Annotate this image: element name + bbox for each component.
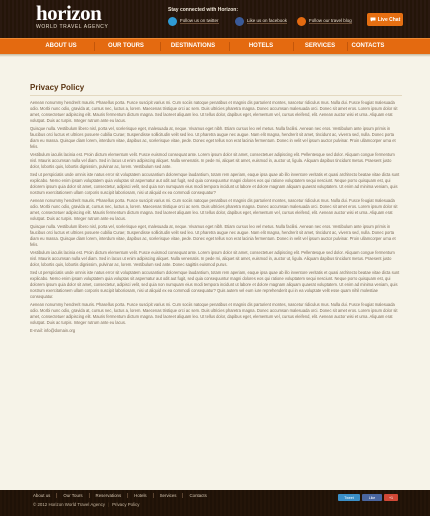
policy-paragraph: Vestibulum iaculis lacinia est. Proin dictum elementum velit. Fusce euismod consequat ante. Lorem ipsum dolor sit amet, consectetuer adipiscing elit. Pellentesque sed dolor. Aliquam congue fermentum nisl. Mauris accumsan nulla vel diam. Sed in lacus ut enim adipiscing aliquet. Nulla venenatis. In pede mi, aliquet sit amet, euismod in, auctor ut, ligula. Aliquam dapibus tincidunt metus. Praesent justo dolor, lobortis quis, lobortis dignissim, pulvinar ac, lorem. Vestibulum sed ante. <box>30 152 395 169</box>
nav-item-services[interactable]: SERVICES <box>304 43 336 49</box>
footer-link-contacts[interactable]: Contacts <box>189 493 207 498</box>
live-chat-button[interactable] <box>367 13 403 26</box>
footer-link-our-tours[interactable]: Our Tours <box>57 493 89 498</box>
social-link-label: Like us on facebook <box>247 18 288 23</box>
page-title: Privacy Policy <box>30 83 85 92</box>
policy-paragraph: Sed ut perspiciatis unde omnis iste natus error sit voluptatem accusantium doloremque laudantium, totam rem aperiam, eaque ipsa quae ab illo inventore veritatis et quasi architecto beatae vitae dicta sunt explicabo. Nemo enim ipsam voluptatem quia voluptas sit aspernatur aut odit aut fugit, sed quia consequuntur magni dolores eos qui ratione voluptatem sequi nesciunt. Neque porro quisquam est, qui dolorem ipsum quia dolor sit amet, consectetur, adipisci velit, sed quia non numquam eius modi tempora incidunt ut labore et dolore magnam aliquam quaerat voluptatem. Ut enim ad minima veniam, quis nostrum exercitationem ullam corporis suscipit laboriosam, nisi ut aliquid ex ea commodi consequatur? <box>30 172 400 195</box>
footer-link-hotels[interactable]: Hotels <box>128 493 153 498</box>
footer-divider: | <box>107 502 110 507</box>
policy-paragraph: Quisque nulla. Vestibulum libero nisl, porta vel, scelerisque eget, malesuada at, neque. Vivamus eget nibh. Etiam cursus leo vel metus. Nulla facilisi. Aenean nec eros. Vestibulum ante ipsum primis in faucibus orci luctus et ultrices posuere cubilia Curae; Suspendisse sollicitudin velit sed leo. Ut pharetra augue nec augue. Nam elit magna, hendrerit sit amet, tincidunt ac, viverra sed, nulla. Donec porta diam eu massa. Quisque diam lorem, interdum vitae, dapibus ac, scelerisque vitae, pede. Donec eget tellus non erat lacinia fermentum. Donec in velit vel ipsum auctor pulvinar. Proin ullamcorper urna et felis. <box>30 224 396 247</box>
social-link-twitter[interactable] <box>168 16 219 26</box>
contact-email[interactable]: E-mail: info@domain.org <box>30 328 76 334</box>
blog-icon <box>297 17 306 26</box>
site-footer <box>0 490 430 516</box>
nav-item-our-tours[interactable]: OUR TOURS <box>108 43 144 49</box>
policy-paragraph: Aenean nonummy hendrerit mauris. Phasellus porta. Fusce suscipit varius mi. Cum sociis natoque penatibus et magnis dis parturient montes, nascetur ridiculus mus. Nulla dui. Fusce feugiat malesuada odio. Morbi nunc odio, gravida at, cursus nec, luctus a, lorem. Maecenas tristique orci ac sem. Duis ultricies pharetra magna. Donec accumsan malesuada orci. Donec sit amet eros. Lorem ipsum dolor sit amet, consectetuer adipiscing elit. Mauris fermentum dictum magna. Sed laoreet aliquam leo. Ut tellus dolor, dapibus eget, elementum vel, cursus eleifend, elit. Aenean auctor wisi et urna. Aliquam erat volutpat. Duis ac turpis. Integer rutrum ante eu lacus. <box>30 100 398 123</box>
policy-paragraph: Aenean nonummy hendrerit mauris. Phasellus porta. Fusce suscipit varius mi. Cum sociis natoque penatibus et magnis dis parturient montes, nascetur ridiculus mus. Nulla dui. Fusce feugiat malesuada odio. Morbi nunc odio, gravida at, cursus nec, luctus a, lorem. Maecenas tristique orci ac sem. Duis ultricies pharetra magna. Donec accumsan malesuada orci. Donec sit amet eros. Lorem ipsum dolor sit amet, consectetuer adipiscing elit. Mauris fermentum dictum magna. Sed laoreet aliquam leo. Ut tellus dolor, dapibus eget, elementum vel, cursus eleifend, elit. Aenean auctor wisi et urna. Aliquam erat volutpat. Duis ac turpis. Integer rutrum ante eu lacus. <box>30 302 398 325</box>
share-buttons <box>338 494 398 501</box>
nav-item-hotels[interactable]: HOTELS <box>248 43 274 49</box>
site-header <box>0 0 430 38</box>
site-tagline: WORLD TRAVEL AGENCY <box>36 24 109 30</box>
plus-one-button[interactable]: +1 <box>384 494 398 501</box>
policy-paragraph: Vestibulum iaculis lacinia est. Proin dictum elementum velit. Fusce euismod consequat ante. Lorem ipsum dolor sit amet, consectetuer adipiscing elit. Pellentesque sed dolor. Aliquam congue fermentum nisl. Mauris accumsan nulla vel diam. Sed in lacus ut enim adipiscing aliquet. Nulla venenatis. In pede mi, aliquet sit amet, euismod in, auctor ut, ligula. Aliquam dapibus tincidunt metus. Praesent justo dolor, lobortis quis, lobortis dignissim, pulvinar ac, lorem. Vestibulum sed ante. Donec sagittis euismod purus. <box>30 250 395 267</box>
copyright-text: © 2012 Horizon World Travel Agency <box>33 502 105 507</box>
chat-bubble-icon <box>370 17 376 22</box>
copyright <box>33 502 139 507</box>
facebook-icon <box>235 17 244 26</box>
nav-item-about-us[interactable]: ABOUT US <box>45 43 77 49</box>
footer-link-about-us[interactable]: About us <box>33 493 57 498</box>
nav-item-destinations[interactable]: DESTINATIONS <box>170 43 216 49</box>
nav-shadow <box>0 54 430 57</box>
like-button[interactable]: Like <box>362 494 382 501</box>
footer-link-privacy-policy[interactable]: Privacy Policy <box>112 502 140 507</box>
live-chat-label: Live Chat <box>377 16 401 23</box>
twitter-icon <box>168 17 177 26</box>
footer-link-reservations[interactable]: Reservations <box>90 493 129 498</box>
nav-item-contacts[interactable]: CONTACTS <box>351 43 385 49</box>
social-link-label: Follow us on twitter <box>180 18 219 23</box>
policy-paragraph: Quisque nulla. Vestibulum libero nisl, porta vel, scelerisque eget, malesuada at, neque. Vivamus eget nibh. Etiam cursus leo vel metus. Nulla facilisi. Aenean nec eros. Vestibulum ante ipsum primis in faucibus orci luctus et ultrices posuere cubilia Curae; Suspendisse sollicitudin velit sed leo. Ut pharetra augue nec augue. Nam elit magna, hendrerit sit amet, tincidunt ac, viverra sed, nulla. Donec porta diam eu massa. Quisque diam lorem, interdum vitae, dapibus ac, scelerisque vitae, pede. Donec eget tellus non erat lacinia fermentum. Donec in velit vel ipsum auctor pulvinar. Proin ullamcorper urna et felis. <box>30 126 396 149</box>
footer-nav <box>33 493 213 498</box>
policy-paragraph: Sed ut perspiciatis unde omnis iste natus error sit voluptatem accusantium doloremque laudantium, totam rem aperiam, eaque ipsa quae ab illo inventore veritatis et quasi architecto beatae vitae dicta sunt explicabo. Nemo enim ipsam voluptatem quia voluptas sit aspernatur aut odit aut fugit, sed quia consequuntur magni dolores eos qui ratione voluptatem sequi nesciunt. Neque porro quisquam est, qui dolorem ipsum quia dolor sit amet, consectetur, adipisci velit, sed quia non numquam eius modi tempora incidunt ut labore et dolore magnam aliquam quaerat voluptatem. Ut enim ad minima veniam, quis nostrum exercitationem ullam corporis suscipit laboriosam, nisi ut aliquid ex ea commodi consequatur? Quis autem vel eum iure reprehenderit qui in ea voluptate velit esse quam nihil molestiae consequatur. <box>30 270 400 299</box>
social-link-blog[interactable] <box>297 16 352 26</box>
policy-paragraph: Aenean nonummy hendrerit mauris. Phasellus porta. Fusce suscipit varius mi. Cum sociis natoque penatibus et magnis dis parturient montes, nascetur ridiculus mus. Nulla dui. Fusce feugiat malesuada odio. Morbi nunc odio, gravida at, cursus nec, luctus a, lorem. Maecenas tristique orci ac sem. Duis ultricies pharetra magna. Donec accumsan malesuada orci. Donec sit amet eros. Lorem ipsum dolor sit amet, consectetuer adipiscing elit. Mauris fermentum dictum magna. Sed laoreet aliquam leo. Ut tellus dolor, dapibus eget, elementum vel, cursus eleifend, elit. Aenean auctor wisi et urna. Aliquam erat volutpat. Duis ac turpis. Integer rutrum ante eu lacus. <box>30 198 398 221</box>
site-logo[interactable]: horizon <box>36 1 102 25</box>
footer-link-services[interactable]: Services <box>154 493 184 498</box>
social-link-facebook[interactable] <box>235 16 287 26</box>
tweet-button[interactable]: Tweet <box>338 494 360 501</box>
title-divider <box>30 95 402 96</box>
social-link-label: Follow our travel blog <box>309 18 352 23</box>
social-heading: Stay connected with Horizon: <box>168 7 239 13</box>
main-content <box>30 70 402 490</box>
policy-text <box>30 100 402 333</box>
main-nav <box>0 38 430 55</box>
